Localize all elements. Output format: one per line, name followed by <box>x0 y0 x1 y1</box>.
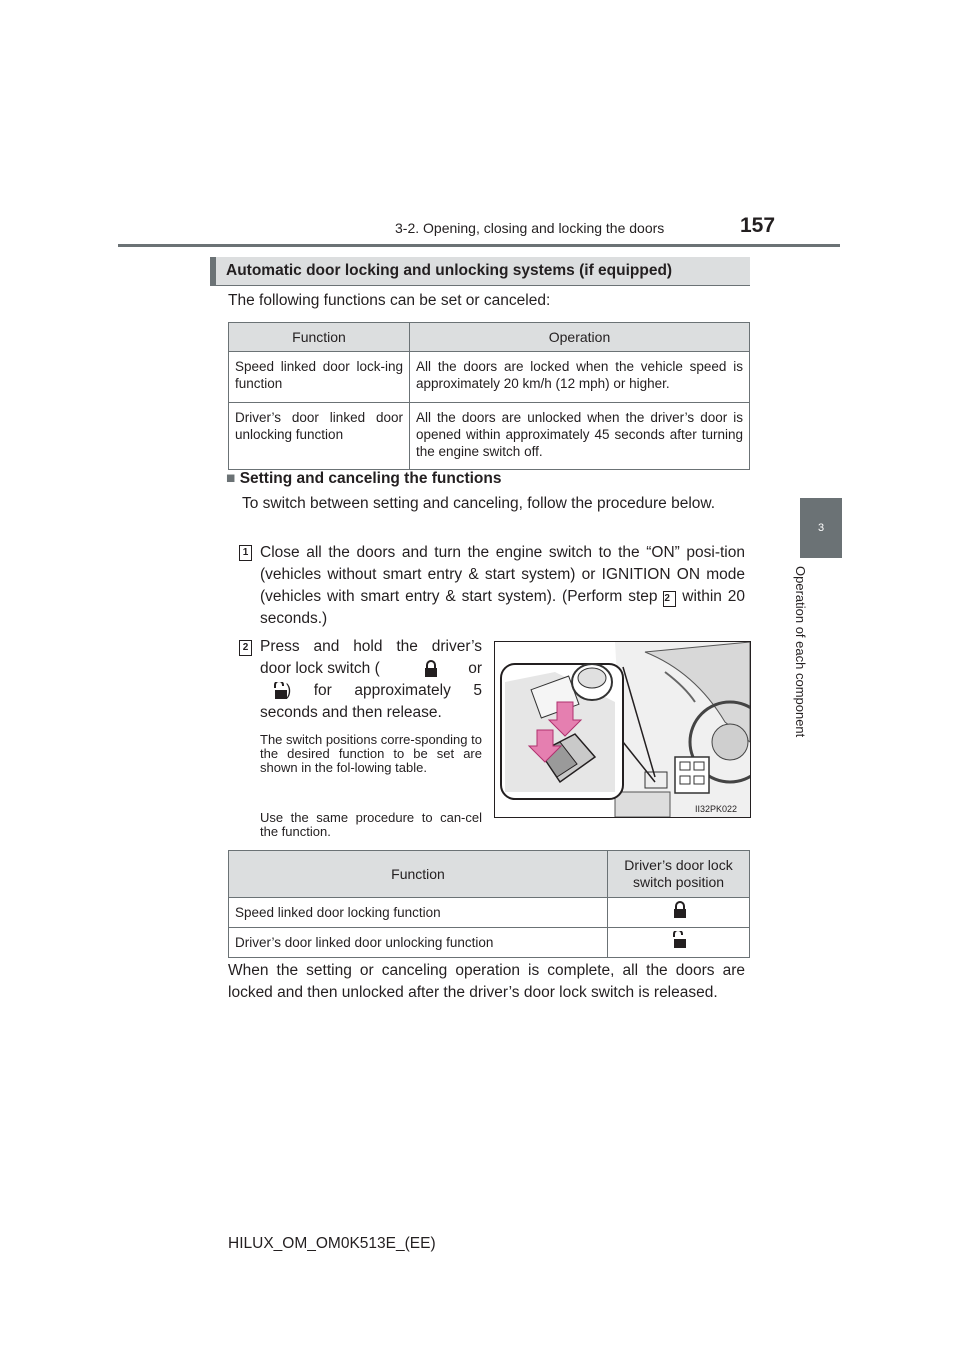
table-cell-function: Speed linked door lock-ing function <box>229 352 410 403</box>
step-ref-2: 2 <box>663 591 676 607</box>
chapter-tab <box>800 498 842 558</box>
table-row <box>229 403 750 470</box>
table-row <box>229 898 750 928</box>
page-number: 157 <box>740 214 776 237</box>
header-rule <box>118 244 840 247</box>
step-2-line2 <box>260 658 482 680</box>
step-1-text <box>260 542 745 630</box>
switch-position-table <box>228 850 750 958</box>
table-cell-function: Driver’s door linked door unlocking function <box>229 928 608 958</box>
figure-code: II32PK022 <box>695 804 738 814</box>
table-header-row <box>229 323 750 352</box>
table-cell-icon <box>608 898 750 928</box>
subheading-text: Setting and canceling the functions <box>239 470 502 487</box>
table-cell-function: Speed linked door locking function <box>229 898 608 928</box>
intro-text: The following functions can be set or canceled: <box>228 292 551 309</box>
table-header-function: Function <box>229 323 410 352</box>
table-header-row <box>229 851 750 898</box>
table-header-function: Function <box>229 851 608 898</box>
chapter-title: Operation of each component <box>793 566 808 738</box>
step-2-line3 <box>260 680 482 702</box>
table-row <box>229 928 750 958</box>
step-2-marker: 2 <box>239 640 252 656</box>
door-lock-switch-illustration <box>495 642 750 817</box>
table-header-switch-position: Driver’s door lock switch position <box>608 851 750 898</box>
closing-text: When the setting or canceling operation is complete, all the doors are locked and then unlocked after the driver’s door lock switch is released. <box>228 962 745 1001</box>
table-header-operation: Operation <box>410 323 750 352</box>
section-heading <box>210 257 750 286</box>
step-2-note-1: The switch positions corre-sponding to the desired function to be set are shown in the fol-lowing table. <box>260 732 482 775</box>
table-cell-operation: All the doors are unlocked when the driver’s door is opened within approximately 45 seconds after turning the engine switch off. <box>410 403 750 470</box>
table-cell-operation: All the doors are locked when the vehicle speed is approximately 20 km/h (12 mph) or higher. <box>410 352 750 403</box>
step-2-line2a: door lock switch ( <box>260 660 380 677</box>
step-2-line3-text: ) for approximately 5 <box>286 682 482 699</box>
door-lock-switch-figure <box>494 641 751 818</box>
lock-icon <box>424 660 438 678</box>
step-2-line2b: or <box>468 660 482 677</box>
step-2-note-2: Use the same procedure to can-cel the function. <box>260 810 482 839</box>
chapter-side-label <box>790 566 814 746</box>
lock-icon <box>673 901 687 924</box>
step-1-text-a: Close all the doors and turn the engine switch to the “ON” posi-tion (vehicles without smart entry & start system) or IGNITION ON mode (vehicles with smart entry & start system). (Perform step <box>260 544 745 605</box>
step-2-line4: seconds and then release. <box>260 704 442 721</box>
section-heading-bar <box>210 257 216 285</box>
table-cell-function: Driver’s door linked door unlocking function <box>229 403 410 470</box>
step-1-marker: 1 <box>239 545 252 561</box>
section-heading-text: Automatic door locking and unlocking systems (if equipped) <box>226 262 673 279</box>
subheading <box>226 468 502 490</box>
table-cell-icon <box>608 928 750 958</box>
step-2-text <box>260 636 482 724</box>
subheading-bullet: ■ <box>226 470 236 487</box>
step-2-line1: Press and hold the driver’s <box>260 638 482 655</box>
functions-table <box>228 322 750 470</box>
footer-doc-code: HILUX_OM_OM0K513E_(EE) <box>228 1235 436 1252</box>
step-1-text-b: within 20 seconds.) <box>260 588 745 627</box>
sub-intro: To switch between setting and canceling, follow the procedure below. <box>242 495 716 512</box>
unlock-icon <box>673 931 687 954</box>
header-section-title: 3-2. Opening, closing and locking the doors <box>395 220 665 236</box>
table-row <box>229 352 750 403</box>
chapter-number: 3 <box>817 522 825 534</box>
